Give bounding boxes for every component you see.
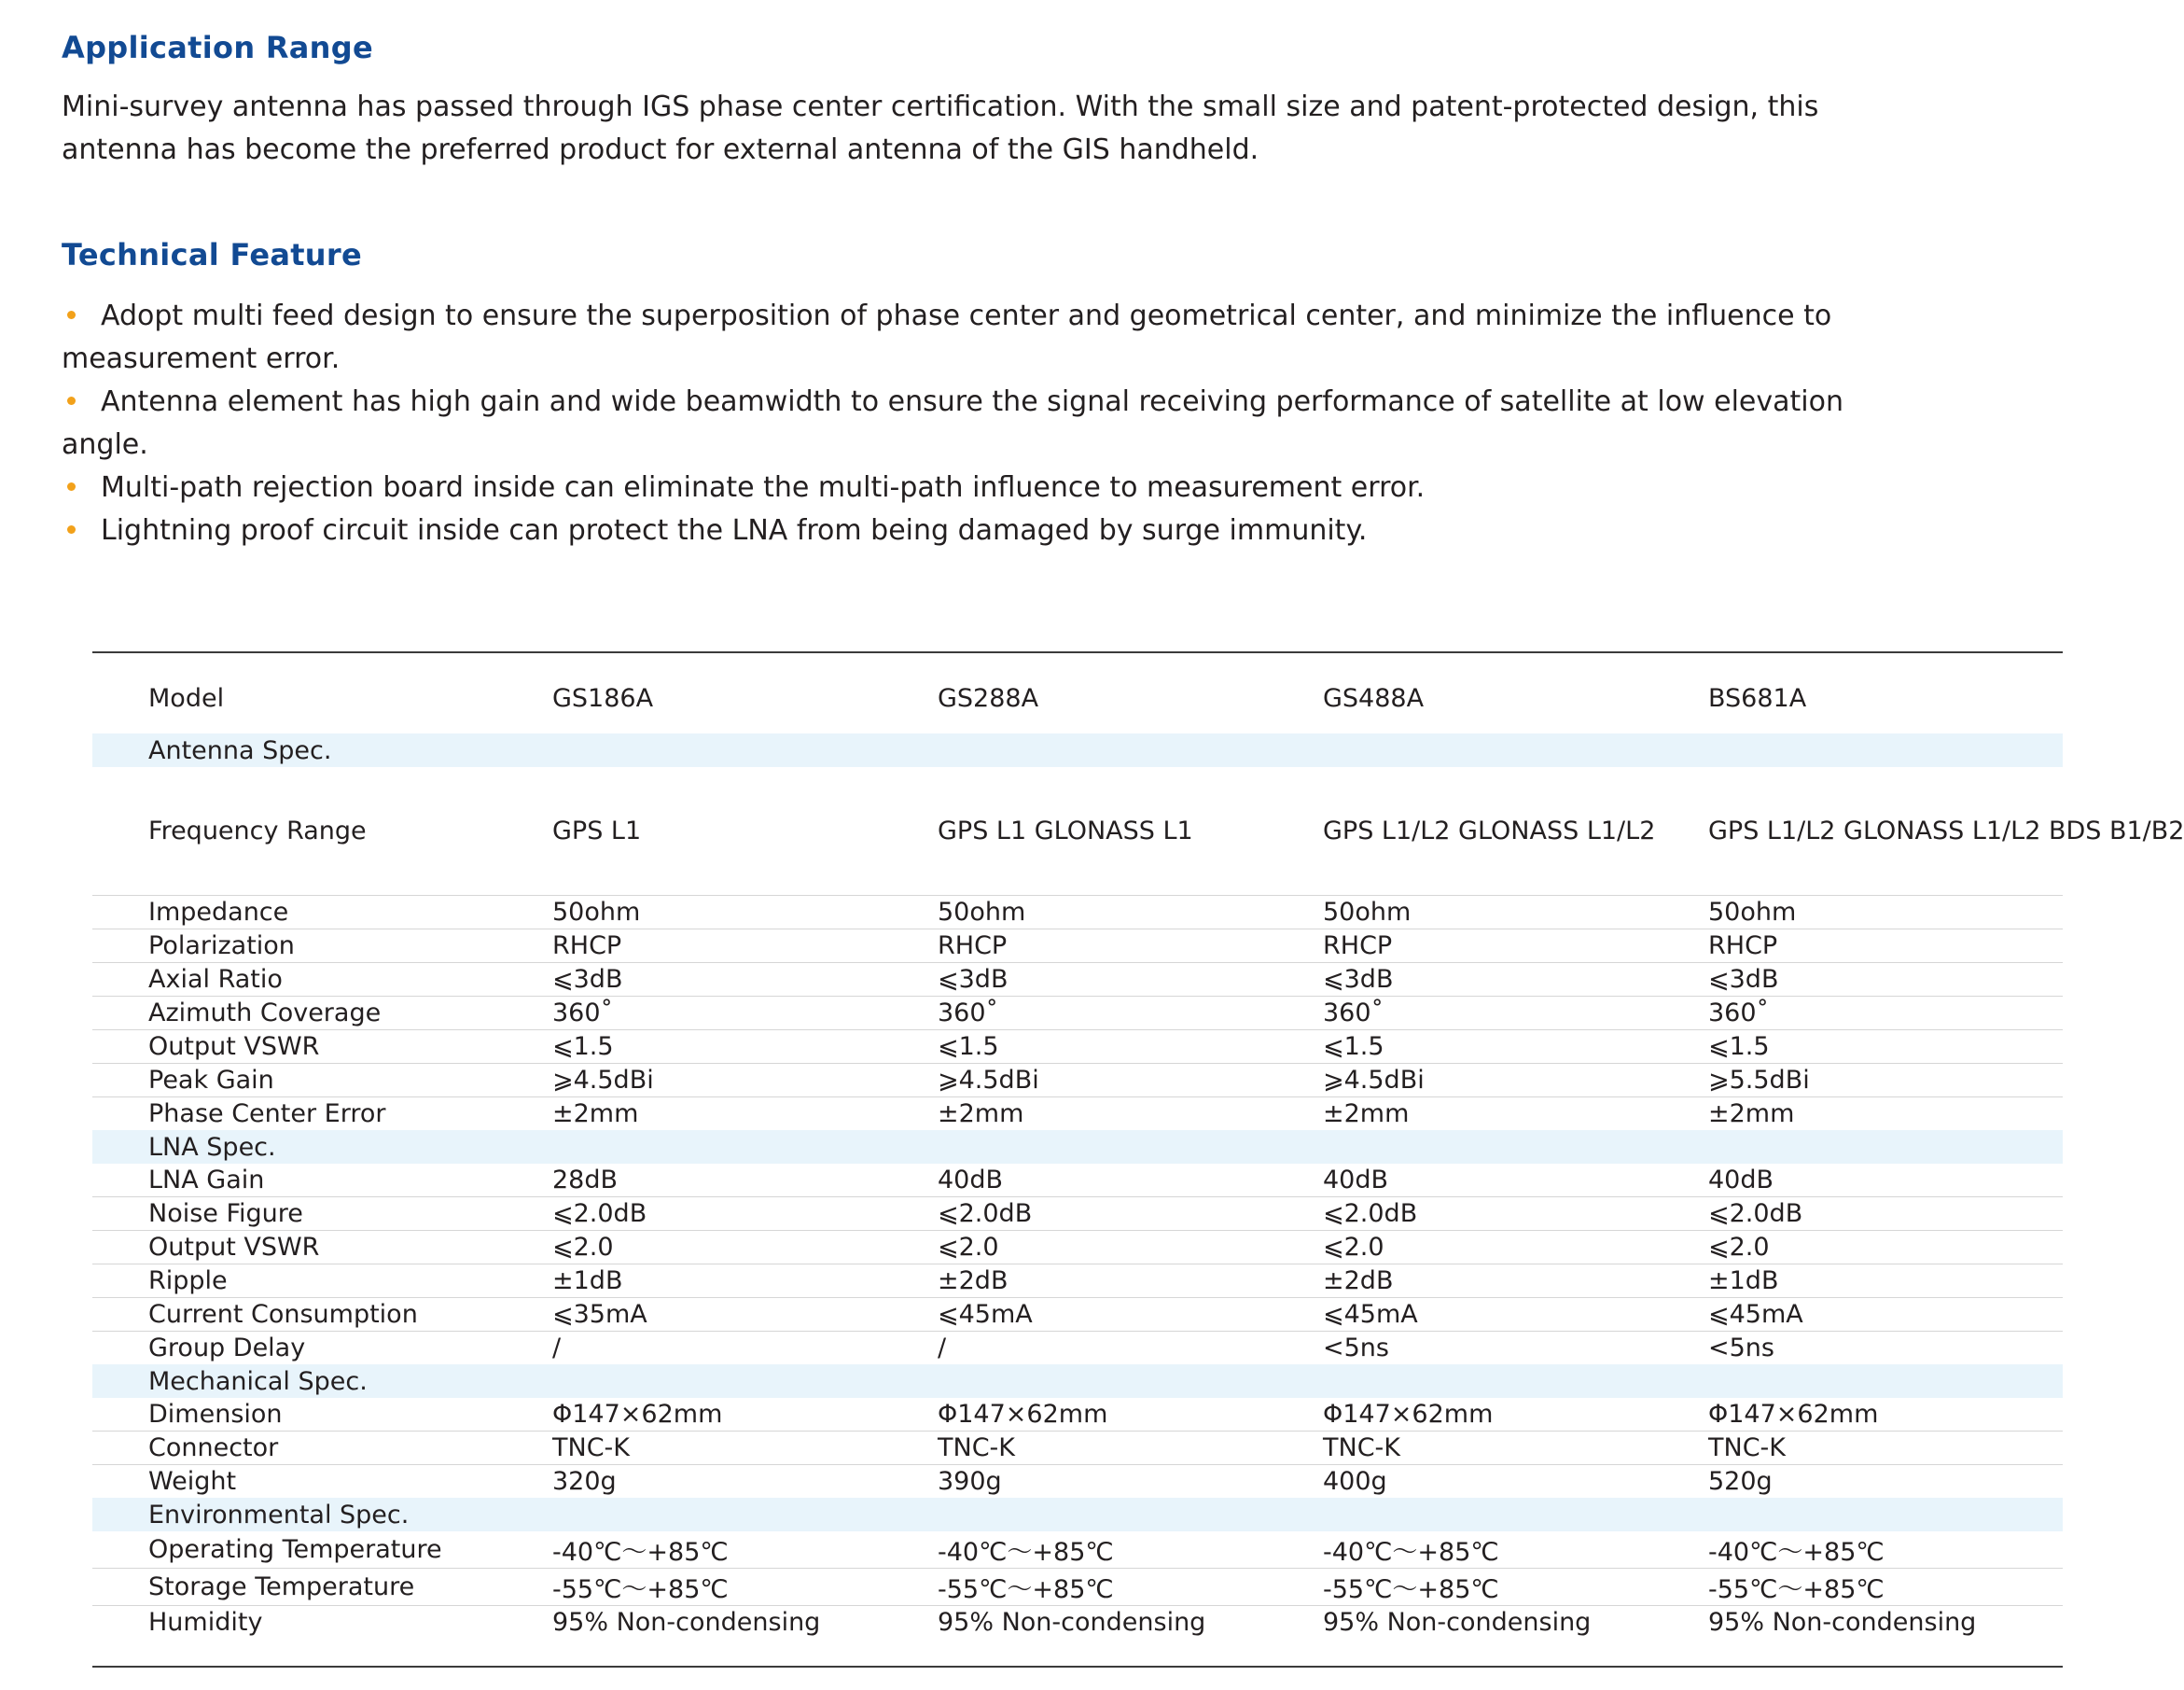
cell-value: -55℃～+85℃ — [938, 1569, 1323, 1606]
cell-value: -40℃～+85℃ — [1708, 1531, 2063, 1569]
cell-value: Φ147×62mm — [1708, 1398, 2063, 1432]
row-label: LNA Gain — [92, 1164, 552, 1197]
cell-value: -55℃～+85℃ — [1323, 1569, 1708, 1606]
section-row-environmental — [92, 1498, 2063, 1531]
cell-value: ±2mm — [552, 1099, 639, 1128]
application-range-text: Mini-survey antenna has passed through IGS phase center certification. With the small size and patent-protected design, this antenna has become the preferred product for external antenna of the GIS handheld. — [62, 91, 1819, 166]
feature-item — [62, 510, 1927, 552]
table-row — [92, 896, 2063, 929]
table-row — [92, 1569, 2063, 1606]
cell-value: ⩽3dB — [1323, 963, 1708, 997]
cell-value: ⩽2.0dB — [938, 1197, 1323, 1231]
model-label: Model — [148, 683, 225, 713]
cell-value: ±1dB — [552, 1264, 938, 1298]
cell-value: 95% Non-condensing — [938, 1607, 1206, 1637]
cell-value: ⩾4.5dBi — [938, 1064, 1323, 1097]
cell-value: 400g — [1323, 1467, 1387, 1496]
row-label: Ripple — [92, 1264, 552, 1298]
row-label: Azimuth Coverage — [92, 997, 552, 1030]
cell-value: ⩽3dB — [552, 963, 938, 997]
cell-value: ±2dB — [1323, 1264, 1708, 1298]
row-label: Noise Figure — [92, 1197, 552, 1231]
cell-value: ⩽1.5 — [552, 1030, 938, 1064]
table-row — [92, 1465, 2063, 1499]
row-label: Frequency Range — [92, 767, 552, 896]
section-label: Mechanical Spec. — [92, 1364, 2063, 1398]
cell-value: ⩽2.0dB — [552, 1197, 938, 1231]
section-row-antenna — [92, 733, 2063, 767]
section-label: Environmental Spec. — [92, 1498, 2063, 1531]
cell-value: ±2mm — [1708, 1099, 1795, 1128]
table-row — [92, 1164, 2063, 1197]
table-row — [92, 963, 2063, 997]
feature-text: Adopt multi feed design to ensure the superposition of phase center and geometrical center, and minimize the influence to measurement error. — [62, 300, 1832, 375]
bullet-icon — [67, 397, 76, 405]
cell-value: -55℃～+85℃ — [1708, 1569, 2063, 1606]
cell-value: ⩾4.5dBi — [1323, 1064, 1708, 1097]
section-row-mechanical — [92, 1364, 2063, 1398]
cell-value: ±2dB — [938, 1264, 1323, 1298]
table-row — [92, 1264, 2063, 1298]
cell-value: RHCP — [1323, 929, 1708, 963]
cell-value: / — [552, 1334, 562, 1362]
cell-value: TNC-K — [1708, 1432, 2063, 1465]
cell-value: 50ohm — [1323, 896, 1708, 929]
feature-item — [62, 381, 1927, 467]
cell-value: GPS L1/L2 GLONASS L1/L2 — [1323, 767, 1708, 896]
cell-value: Φ147×62mm — [1323, 1398, 1708, 1432]
cell-value: ⩽2.0 — [552, 1231, 938, 1264]
cell-value: <5ns — [1708, 1334, 1774, 1362]
table-row — [92, 929, 2063, 963]
row-label: Output VSWR — [92, 1231, 552, 1264]
cell-value: ⩽2.0 — [938, 1231, 1323, 1264]
table-row — [92, 1197, 2063, 1231]
cell-value: -40℃～+85℃ — [552, 1531, 938, 1569]
cell-value: ⩽45mA — [1708, 1298, 2063, 1332]
row-label: Impedance — [92, 896, 552, 929]
row-label: Humidity — [148, 1607, 263, 1637]
row-label: Phase Center Error — [148, 1099, 386, 1128]
bullet-icon — [67, 482, 76, 491]
technical-feature-list — [62, 295, 1927, 552]
cell-value: ⩽2.0dB — [1708, 1197, 2063, 1231]
section-label: Antenna Spec. — [92, 733, 2063, 767]
cell-value: 40dB — [1708, 1164, 2063, 1197]
cell-value: / — [938, 1334, 947, 1362]
feature-item — [62, 295, 1927, 381]
cell-value: -40℃～+85℃ — [938, 1531, 1323, 1569]
table-row — [92, 1432, 2063, 1465]
cell-value: 520g — [1708, 1467, 1773, 1496]
cell-value: 95% Non-condensing — [552, 1607, 821, 1637]
table-row — [92, 767, 2063, 896]
bullet-icon — [67, 311, 76, 319]
cell-value: ±2mm — [1323, 1099, 1410, 1128]
cell-value: GPS L1/L2 GLONASS L1/L2 BDS B1/B2 — [1708, 767, 2063, 896]
cell-value: -55℃～+85℃ — [552, 1569, 938, 1606]
cell-value: ±2mm — [938, 1099, 1024, 1128]
cell-value: 95% Non-condensing — [1708, 1607, 1977, 1637]
bullet-icon — [67, 525, 76, 534]
cell-value: ⩽1.5 — [1323, 1030, 1708, 1064]
cell-value: ⩽45mA — [1323, 1298, 1708, 1332]
cell-value: 50ohm — [1708, 896, 2063, 929]
cell-value: 390g — [938, 1467, 1002, 1496]
row-label: Connector — [92, 1432, 552, 1465]
row-label: Group Delay — [148, 1334, 306, 1362]
feature-text: Antenna element has high gain and wide beamwidth to ensure the signal receiving performance of satellite at low elevation angle. — [62, 385, 1843, 461]
table-row — [92, 1097, 2063, 1131]
cell-value: 95% Non-condensing — [1323, 1607, 1592, 1637]
table-row — [92, 1030, 2063, 1064]
row-label: Dimension — [92, 1398, 552, 1432]
cell-value: ⩽3dB — [938, 963, 1323, 997]
cell-value: RHCP — [1708, 929, 2063, 963]
cell-value: ±1dB — [1708, 1264, 2063, 1298]
cell-value: GPS L1 — [552, 767, 938, 896]
cell-value: Φ147×62mm — [938, 1398, 1323, 1432]
model-name: BS681A — [1708, 683, 1807, 713]
row-label: Weight — [148, 1467, 237, 1496]
row-label: Polarization — [92, 929, 552, 963]
cell-value: Φ147×62mm — [552, 1398, 938, 1432]
table-row — [92, 1398, 2063, 1432]
cell-value: 360˚ — [938, 997, 1323, 1030]
table-row — [92, 997, 2063, 1030]
cell-value: ⩽2.0dB — [1323, 1197, 1708, 1231]
cell-value: ⩽1.5 — [938, 1030, 1323, 1064]
feature-text: Lightning proof circuit inside can protect the LNA from being damaged by surge immunity. — [101, 514, 1368, 547]
cell-value: ⩽2.0 — [1323, 1231, 1708, 1264]
cell-value: ⩽3dB — [1708, 963, 2063, 997]
row-label: Current Consumption — [92, 1298, 552, 1332]
cell-value: 360˚ — [1323, 997, 1708, 1030]
model-name: GS488A — [1323, 683, 1425, 713]
section-row-lna — [92, 1130, 2063, 1164]
cell-value: 320g — [552, 1467, 617, 1496]
table-row — [92, 1064, 2063, 1097]
cell-value: 40dB — [1323, 1164, 1708, 1197]
cell-value: <5ns — [1323, 1334, 1389, 1362]
technical-feature-heading: Technical Feature — [62, 237, 362, 272]
cell-value: TNC-K — [938, 1432, 1323, 1465]
cell-value: ⩾4.5dBi — [552, 1064, 938, 1097]
section-label: LNA Spec. — [92, 1130, 2063, 1164]
row-label: Axial Ratio — [92, 963, 552, 997]
cell-value: TNC-K — [552, 1432, 938, 1465]
cell-value: ⩾5.5dBi — [1708, 1064, 2063, 1097]
row-label: Output VSWR — [92, 1030, 552, 1064]
table-header-row — [92, 653, 2063, 733]
cell-value: TNC-K — [1323, 1432, 1708, 1465]
table-row — [92, 1531, 2063, 1569]
cell-value: 40dB — [938, 1164, 1323, 1197]
spec-table-container — [92, 651, 2184, 1668]
application-range-heading: Application Range — [62, 30, 373, 65]
row-label: Storage Temperature — [92, 1569, 552, 1606]
model-name: GS186A — [552, 683, 654, 713]
cell-value: 50ohm — [938, 896, 1323, 929]
cell-value: ⩽1.5 — [1708, 1030, 2063, 1064]
spec-table — [92, 653, 2184, 1666]
table-row — [92, 1606, 2063, 1667]
row-label: Peak Gain — [92, 1064, 552, 1097]
cell-value: GPS L1 GLONASS L1 — [938, 767, 1323, 896]
cell-value: -40℃～+85℃ — [1323, 1531, 1708, 1569]
cell-value: 28dB — [552, 1164, 938, 1197]
model-name: GS288A — [938, 683, 1039, 713]
feature-text: Multi-path rejection board inside can eliminate the multi-path influence to measurement error. — [101, 471, 1426, 504]
cell-value: 360˚ — [1708, 997, 2063, 1030]
cell-value: ⩽35mA — [552, 1298, 938, 1332]
row-label: Operating Temperature — [92, 1531, 552, 1569]
cell-value: RHCP — [938, 929, 1323, 963]
table-row — [92, 1298, 2063, 1332]
table-row — [92, 1231, 2063, 1264]
cell-value: ⩽45mA — [938, 1298, 1323, 1332]
cell-value: 50ohm — [552, 896, 938, 929]
cell-value: ⩽2.0 — [1708, 1231, 2063, 1264]
cell-value: RHCP — [552, 929, 938, 963]
table-row — [92, 1332, 2063, 1365]
feature-item — [62, 467, 1927, 510]
cell-value: 360˚ — [552, 997, 938, 1030]
